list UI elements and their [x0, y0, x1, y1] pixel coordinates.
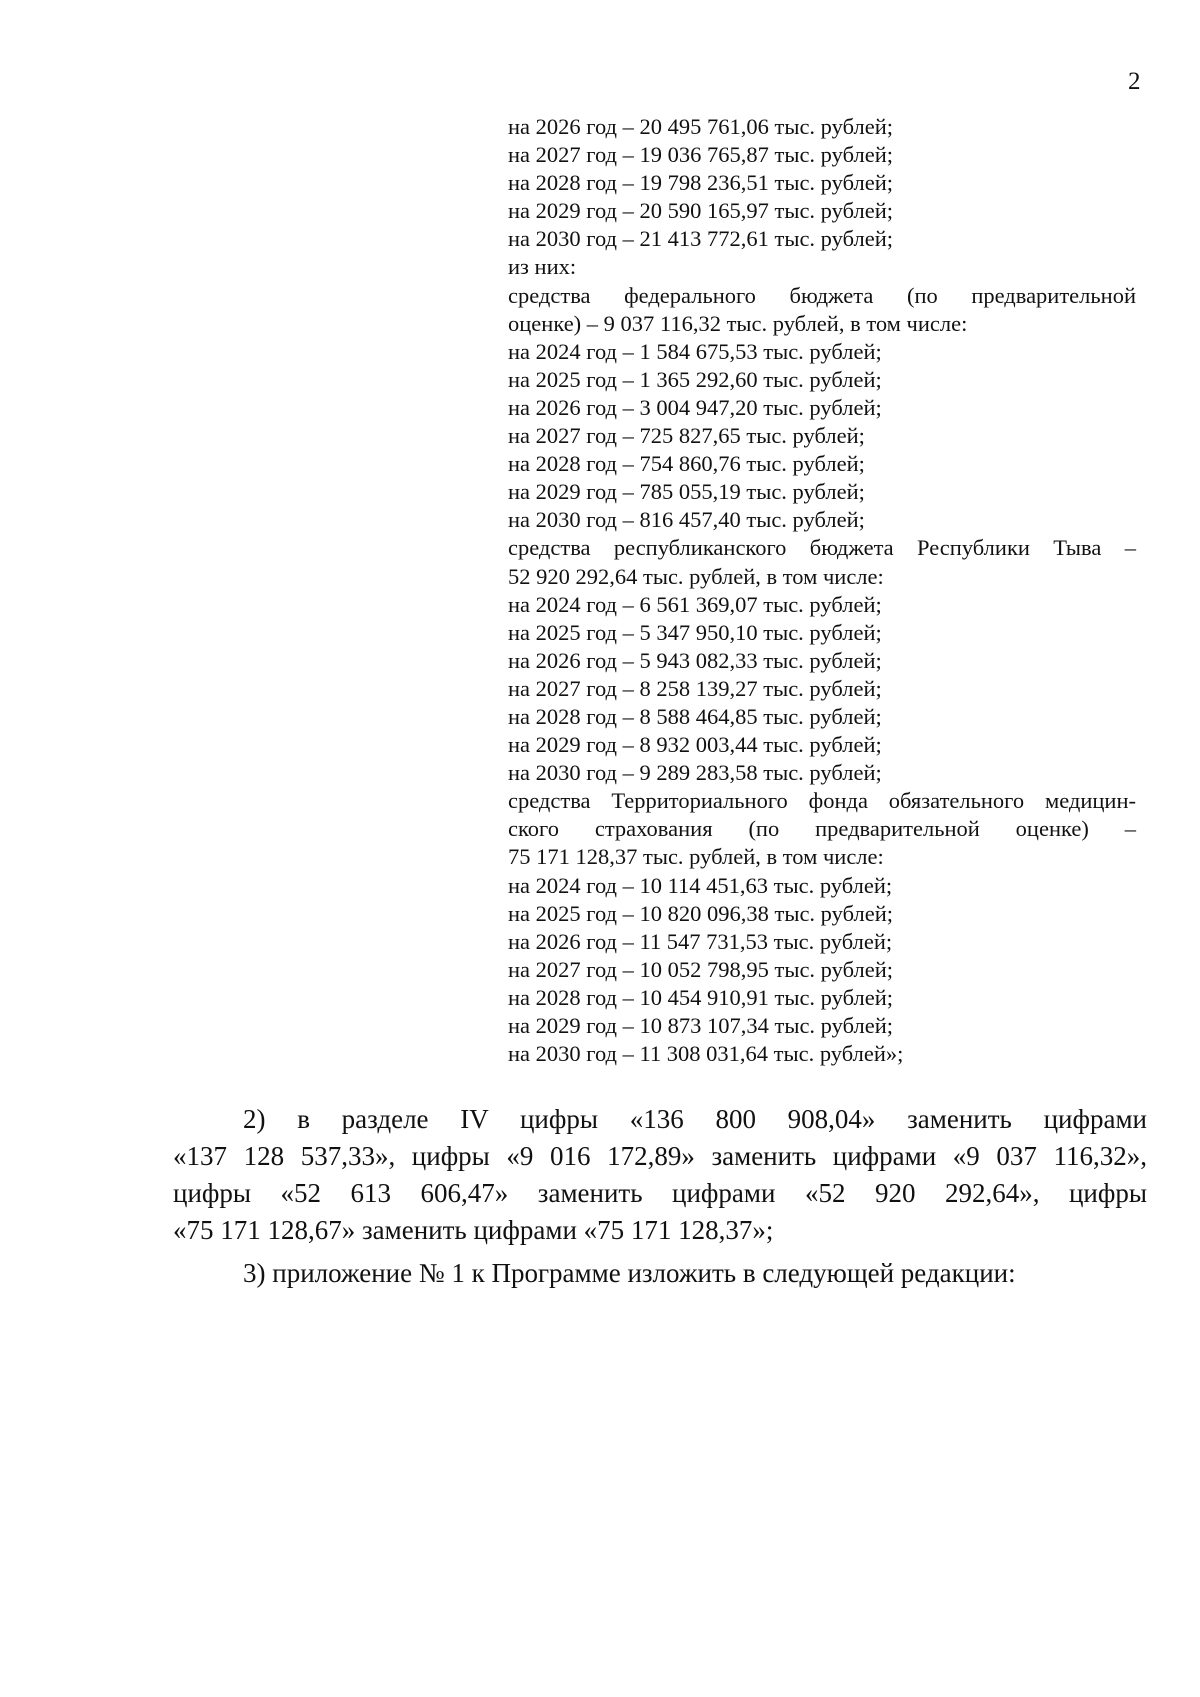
- column-line: на 2026 год – 20 495 761,06 тыс. рублей;: [508, 114, 893, 139]
- column-line: на 2027 год – 19 036 765,87 тыс. рублей;: [508, 142, 893, 168]
- column-line: на 2030 год – 11 308 031,64 тыс. рублей»;: [508, 1041, 904, 1067]
- column-line: на 2026 год – 11 547 731,53 тыс. рублей;: [508, 928, 893, 954]
- column-line: средства республиканского бюджета Республики Тыва –: [508, 535, 1136, 561]
- column-line: из них:: [508, 254, 577, 280]
- column-line: ского страхования (по предварительной оценке) –: [508, 816, 1136, 842]
- column-line: на 2028 год – 8 588 464,85 тыс. рублей;: [508, 703, 882, 729]
- paragraph-3: 3) приложение № 1 к Программе изложить в следующей редакции:: [243, 1258, 1016, 1288]
- column-line: на 2027 год – 10 052 798,95 тыс. рублей;: [508, 956, 893, 982]
- column-line: 52 920 292,64 тыс. рублей, в том числе:: [508, 563, 884, 589]
- column-line: на 2025 год – 10 820 096,38 тыс. рублей;: [508, 900, 893, 926]
- column-line: средства Территориального фонда обязательного медицин-: [508, 788, 1136, 814]
- column-line: средства федерального бюджета (по предварительной: [508, 282, 1136, 308]
- column-line: на 2029 год – 20 590 165,97 тыс. рублей;: [508, 198, 893, 224]
- column-line: на 2024 год – 6 561 369,07 тыс. рублей;: [508, 591, 882, 617]
- column-line: на 2030 год – 21 413 772,61 тыс. рублей;: [508, 226, 893, 252]
- paragraph-2: [173, 1101, 1147, 1249]
- column-line: на 2026 год – 3 004 947,20 тыс. рублей;: [508, 394, 882, 420]
- column-line: на 2025 год – 1 365 292,60 тыс. рублей;: [508, 366, 882, 392]
- column-line: на 2028 год – 10 454 910,91 тыс. рублей;: [508, 984, 893, 1010]
- funding-column: [508, 113, 1136, 1068]
- paragraph-2-line-4: «75 171 128,67» заменить цифрами «75 171 128,37»;: [173, 1215, 774, 1245]
- column-line: 75 171 128,37 тыс. рублей, в том числе:: [508, 844, 884, 870]
- paragraph-2-line-1: 2) в разделе IV цифры «136 800 908,04» заменить цифрами: [243, 1104, 1147, 1134]
- column-line: на 2029 год – 8 932 003,44 тыс. рублей;: [508, 732, 882, 758]
- column-line: на 2025 год – 5 347 950,10 тыс. рублей;: [508, 619, 882, 645]
- column-line: на 2027 год – 725 827,65 тыс. рублей;: [508, 423, 865, 449]
- column-line: на 2024 год – 10 114 451,63 тыс. рублей;: [508, 872, 893, 898]
- column-line: оценке) – 9 037 116,32 тыс. рублей, в том числе:: [508, 310, 968, 336]
- column-line: на 2027 год – 8 258 139,27 тыс. рублей;: [508, 675, 882, 701]
- column-line: на 2029 год – 785 055,19 тыс. рублей;: [508, 479, 865, 505]
- column-line: на 2024 год – 1 584 675,53 тыс. рублей;: [508, 338, 882, 364]
- paragraph-2-line-2: «137 128 537,33», цифры «9 016 172,89» заменить цифрами «9 037 116,32»,: [173, 1141, 1147, 1171]
- paragraph-2-line-3: цифры «52 613 606,47» заменить цифрами «52 920 292,64», цифры: [173, 1178, 1147, 1208]
- column-line: на 2030 год – 9 289 283,58 тыс. рублей;: [508, 760, 882, 786]
- column-line: на 2029 год – 10 873 107,34 тыс. рублей;: [508, 1013, 893, 1038]
- column-line: на 2030 год – 816 457,40 тыс. рублей;: [508, 507, 865, 533]
- amendment-paragraphs: [173, 1101, 1147, 1292]
- column-line: на 2028 год – 19 798 236,51 тыс. рублей;: [508, 170, 893, 196]
- column-line: на 2028 год – 754 860,76 тыс. рублей;: [508, 451, 865, 477]
- page-number: 2: [1128, 68, 1141, 95]
- column-line: на 2026 год – 5 943 082,33 тыс. рублей;: [508, 647, 882, 673]
